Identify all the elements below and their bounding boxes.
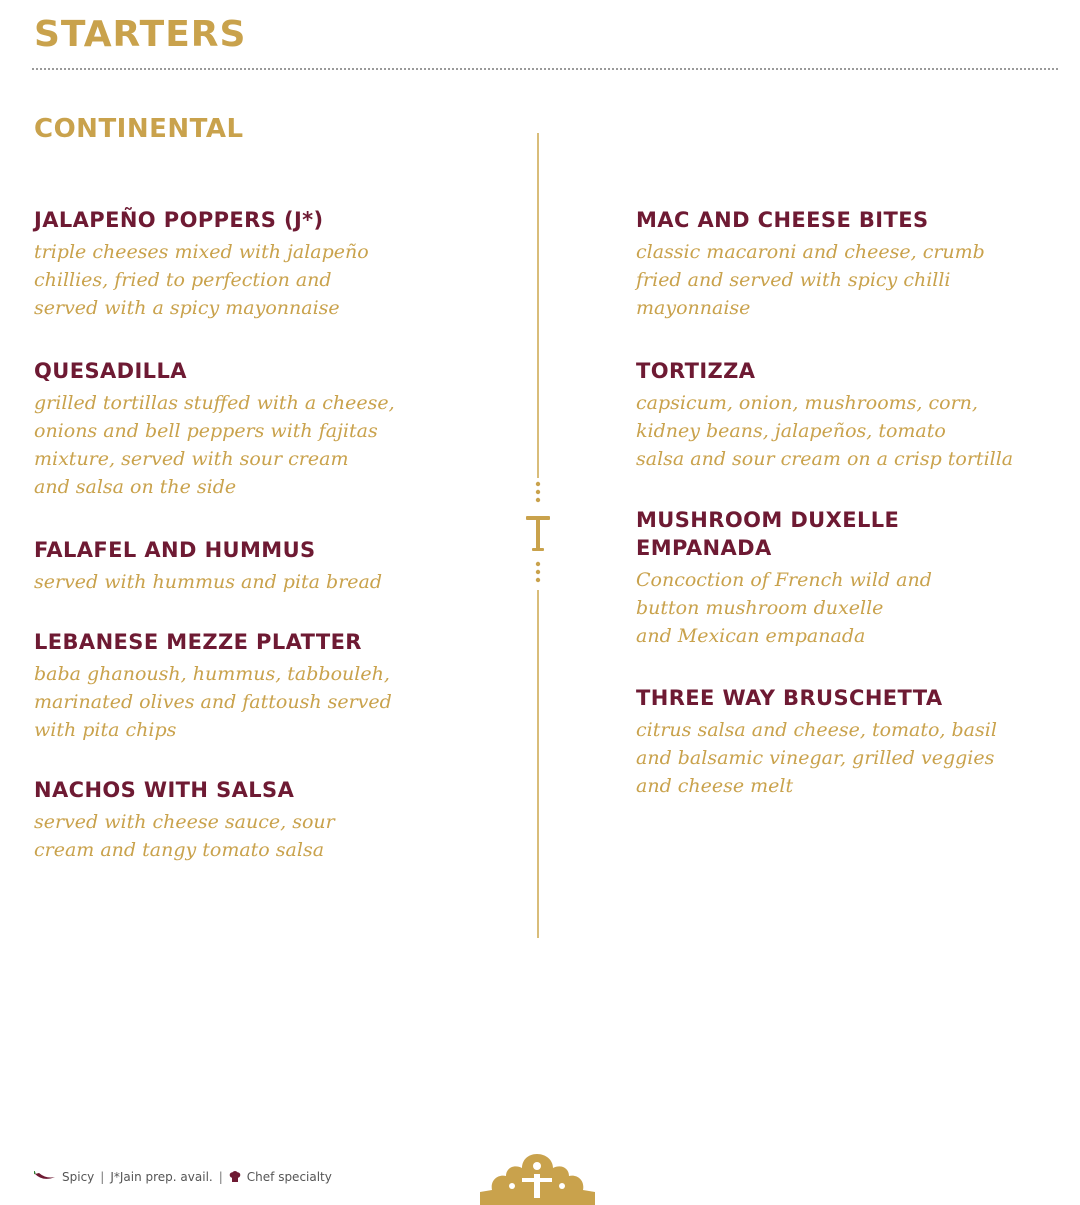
chef-hat-icon (229, 1171, 241, 1183)
menu-item-description: baba ghanoush, hummus, tabbouleh, marinated olives and fattoush served with pita chips (34, 663, 392, 741)
menu-item-name: QUESADILLA (34, 359, 187, 383)
menu-item-name: JALAPEÑO POPPERS (J*) (34, 208, 324, 232)
menu-item-name: TORTIZZA (636, 359, 756, 383)
legend-spicy: Spicy (62, 1170, 95, 1184)
legend-jain: J*Jain prep. avail. (110, 1170, 213, 1184)
menu-item-name: FALAFEL AND HUMMUS (34, 538, 316, 562)
menu-item-name: MAC AND CHEESE BITES (636, 208, 929, 232)
menu-item (34, 206, 454, 322)
crest-ornament-icon (470, 1150, 605, 1205)
menu-item-description: served with cheese sauce, sour cream and tangy tomato salsa (34, 811, 335, 861)
menu-item (636, 357, 1056, 473)
menu-item (34, 536, 454, 596)
menu-item-name: LEBANESE MEZZE PLATTER (34, 630, 362, 654)
dotted-rule (32, 68, 1058, 70)
column-divider (537, 133, 539, 478)
legend-chef: Chef specialty (246, 1170, 332, 1184)
menu-item-description: served with hummus and pita bread (34, 571, 383, 593)
legend-separator: | (100, 1170, 105, 1184)
menu-item (636, 506, 1056, 650)
divider-ornament-icon (521, 478, 555, 590)
menu-item-name: MUSHROOM DUXELLE EMPANADA (636, 508, 900, 560)
column-divider (537, 590, 539, 938)
chilli-icon (34, 1171, 56, 1183)
menu-item-description: capsicum, onion, mushrooms, corn, kidney beans, jalapeños, tomato salsa and sour cream on a crisp tortilla (636, 392, 1014, 470)
menu-item (34, 628, 454, 744)
menu-item (34, 776, 454, 864)
menu-item-description: grilled tortillas stuffed with a cheese, onions and bell peppers with fajitas mixture, served with sour cream and salsa on the side (34, 392, 395, 498)
section-title: STARTERS (34, 14, 247, 55)
menu-item-description: citrus salsa and cheese, tomato, basil and balsamic vinegar, grilled veggies and cheese melt (636, 719, 997, 797)
subsection-title: CONTINENTAL (34, 114, 244, 144)
menu-item-name: NACHOS WITH SALSA (34, 778, 295, 802)
menu-item (34, 357, 454, 501)
menu-item-description: Concoction of French wild and button mushroom duxelle and Mexican empanada (636, 569, 932, 647)
menu-item-description: triple cheeses mixed with jalapeño chillies, fried to perfection and served with a spicy mayonnaise (34, 241, 369, 319)
menu-item-name: THREE WAY BRUSCHETTA (636, 686, 943, 710)
menu-item-description: classic macaroni and cheese, crumb fried and served with spicy chilli mayonnaise (636, 241, 985, 319)
menu-item (636, 206, 1056, 322)
menu-item (636, 684, 1056, 800)
legend-separator: | (218, 1170, 223, 1184)
legend (34, 1170, 332, 1184)
